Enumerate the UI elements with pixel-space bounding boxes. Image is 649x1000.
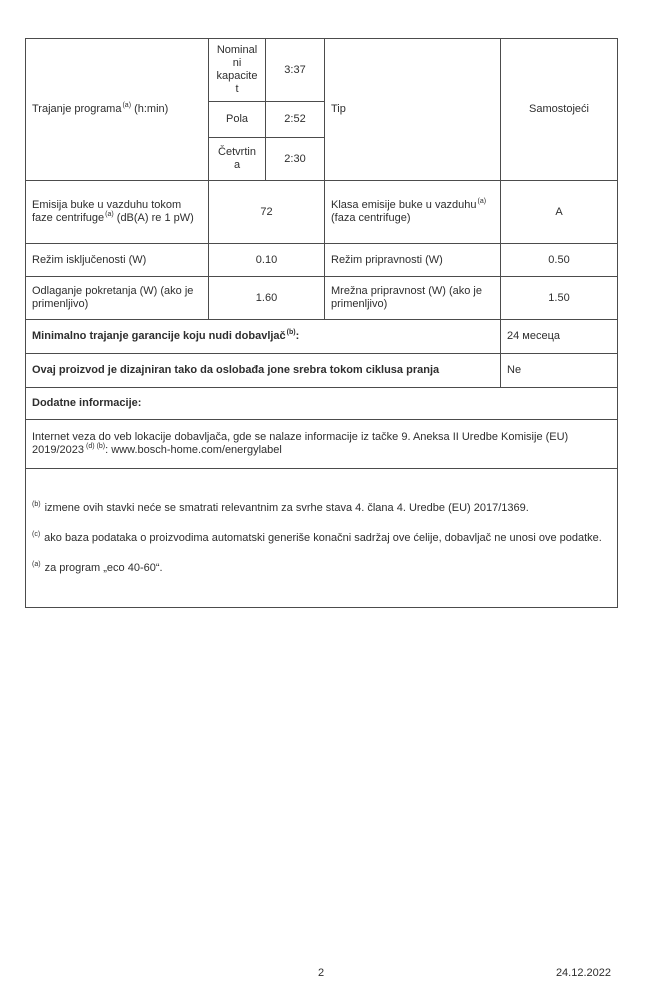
cell-program-duration-label [26,39,209,181]
cell-warranty-value [501,320,618,354]
cell-noise-class-label [325,181,501,244]
program-duration-label: Trajanje programa [32,103,122,115]
warranty-value: 24 месеца [507,330,561,342]
footnote-a [32,562,611,575]
noise-class-label-suffix: (faza centrifuge) [331,212,411,224]
table-row-weblink [26,420,618,469]
capacity-half-label: Pola [225,113,249,125]
cell-weblink [26,420,618,469]
additional-info-header: Dodatne informacije: [32,397,142,409]
footnote-b [32,502,611,515]
off-mode-label: Režim isključenosti (W) [32,253,147,266]
footnote-marker-a: (a) [32,560,41,568]
table-row-delay-start [26,277,618,320]
table-row-off-mode [26,244,618,277]
weblink-text: Internet veza do veb lokacije dobavljača, gde se nalaze informacije iz tačke 9. Aneksa II Uredbe Komisije (EU) 2019/2023 [32,431,569,456]
footnote-marker-a: (a) [105,211,114,219]
cell-capacity-nominal-value [266,39,325,102]
noise-value: 72 [260,205,273,218]
standby-value: 0.50 [548,253,570,266]
delay-start-label: Odlaganje pokretanja (W) (ako je primenljivo) [32,285,194,310]
footnote-marker-b: (b) [286,329,296,337]
cell-additional-info-header [26,388,618,420]
network-standby-value: 1.50 [548,291,570,304]
noise-class-value: A [555,205,563,218]
capacity-nominal-value: 3:37 [284,63,306,76]
noise-label-unit: (dB(A) re 1 pW) [113,212,194,224]
cell-capacity-half-label [209,102,266,138]
standby-label: Režim pripravnosti (W) [331,253,443,266]
delay-start-value: 1.60 [255,291,278,304]
cell-standby-label [325,244,501,277]
cell-warranty-label [26,320,501,354]
footnote-a-text: za program „eco 40-60“. [44,561,163,574]
footnote-marker-a: (a) [122,102,132,110]
cell-network-standby-value [501,277,618,320]
table-row-footnotes [26,469,618,608]
silver-ions-value: Ne [507,364,522,376]
capacity-quarter-label: Četvrtina [218,146,256,171]
product-fiche-table [25,38,618,608]
cell-silver-ions-value [501,354,618,388]
weblink-url: : www.bosch-home.com/energylabel [105,444,282,456]
cell-type-label [325,39,501,181]
network-standby-label: Mrežna pripravnost (W) (ako je primenljivo) [331,285,482,310]
cell-type-value [501,39,618,181]
cell-capacity-quarter-value [266,138,325,181]
type-label: Tip [331,103,346,115]
program-duration-unit: (h:min) [131,103,169,115]
footnote-marker-b: (b) [32,500,41,508]
capacity-quarter-value: 2:30 [284,152,306,165]
cell-noise-value [209,181,325,244]
footnote-marker-a: (a) [477,198,487,206]
cell-delay-start-value [209,277,325,320]
table-row-noise [26,181,618,244]
footnote-b-text: izmene ovih stavki neće se smatrati relevantnim za svrhe stava 4. člana 4. Uredbe (EU) 2017/1369. [44,501,529,514]
cell-capacity-quarter-label [209,138,266,181]
type-value: Samostojeći [529,103,589,115]
warranty-label-colon: : [295,330,300,342]
cell-silver-ions-label [26,354,501,388]
capacity-nominal-label: Nominalni kapacitet [216,44,258,95]
cell-off-mode-value [209,244,325,277]
footnote-marker-d: (d) [86,443,95,451]
footnote-c-text: ako baza podataka o proizvodima automatski generiše konačni sadržaj ove ćelije, dobavljač ne unosi ove podatke. [44,531,602,544]
footer-date: 24.12.2022 [555,967,611,979]
silver-ions-label: Ovaj proizvod je dizajniran tako da oslobađa jone srebra tokom ciklusa pranja [32,364,440,376]
cell-noise-class-value [501,181,618,244]
footnote-c [32,532,611,545]
footnote-marker-b: (b) [96,443,106,451]
noise-class-label: Klasa emisije buke u vazduhu [331,199,477,211]
cell-off-mode-label [26,244,209,277]
table-row-silver-ions [26,354,618,388]
table-row-program-duration [26,39,618,102]
cell-capacity-half-value [266,102,325,138]
cell-standby-value [501,244,618,277]
cell-capacity-nominal-label [209,39,266,102]
footnote-marker-c: (c) [32,530,41,538]
warranty-label: Minimalno trajanje garancije koju nudi dobavljač [32,330,286,342]
cell-network-standby-label [325,277,501,320]
noise-label: Emisija buke u vazduhu tokom faze centrifuge [32,199,182,224]
page-number: 2 [317,967,325,979]
cell-noise-label [26,181,209,244]
table-row-warranty [26,320,618,354]
off-mode-value: 0.10 [255,253,278,266]
cell-delay-start-label [26,277,209,320]
capacity-half-value: 2:52 [284,113,306,125]
table-row-additional-info [26,388,618,420]
cell-footnotes [26,469,618,608]
